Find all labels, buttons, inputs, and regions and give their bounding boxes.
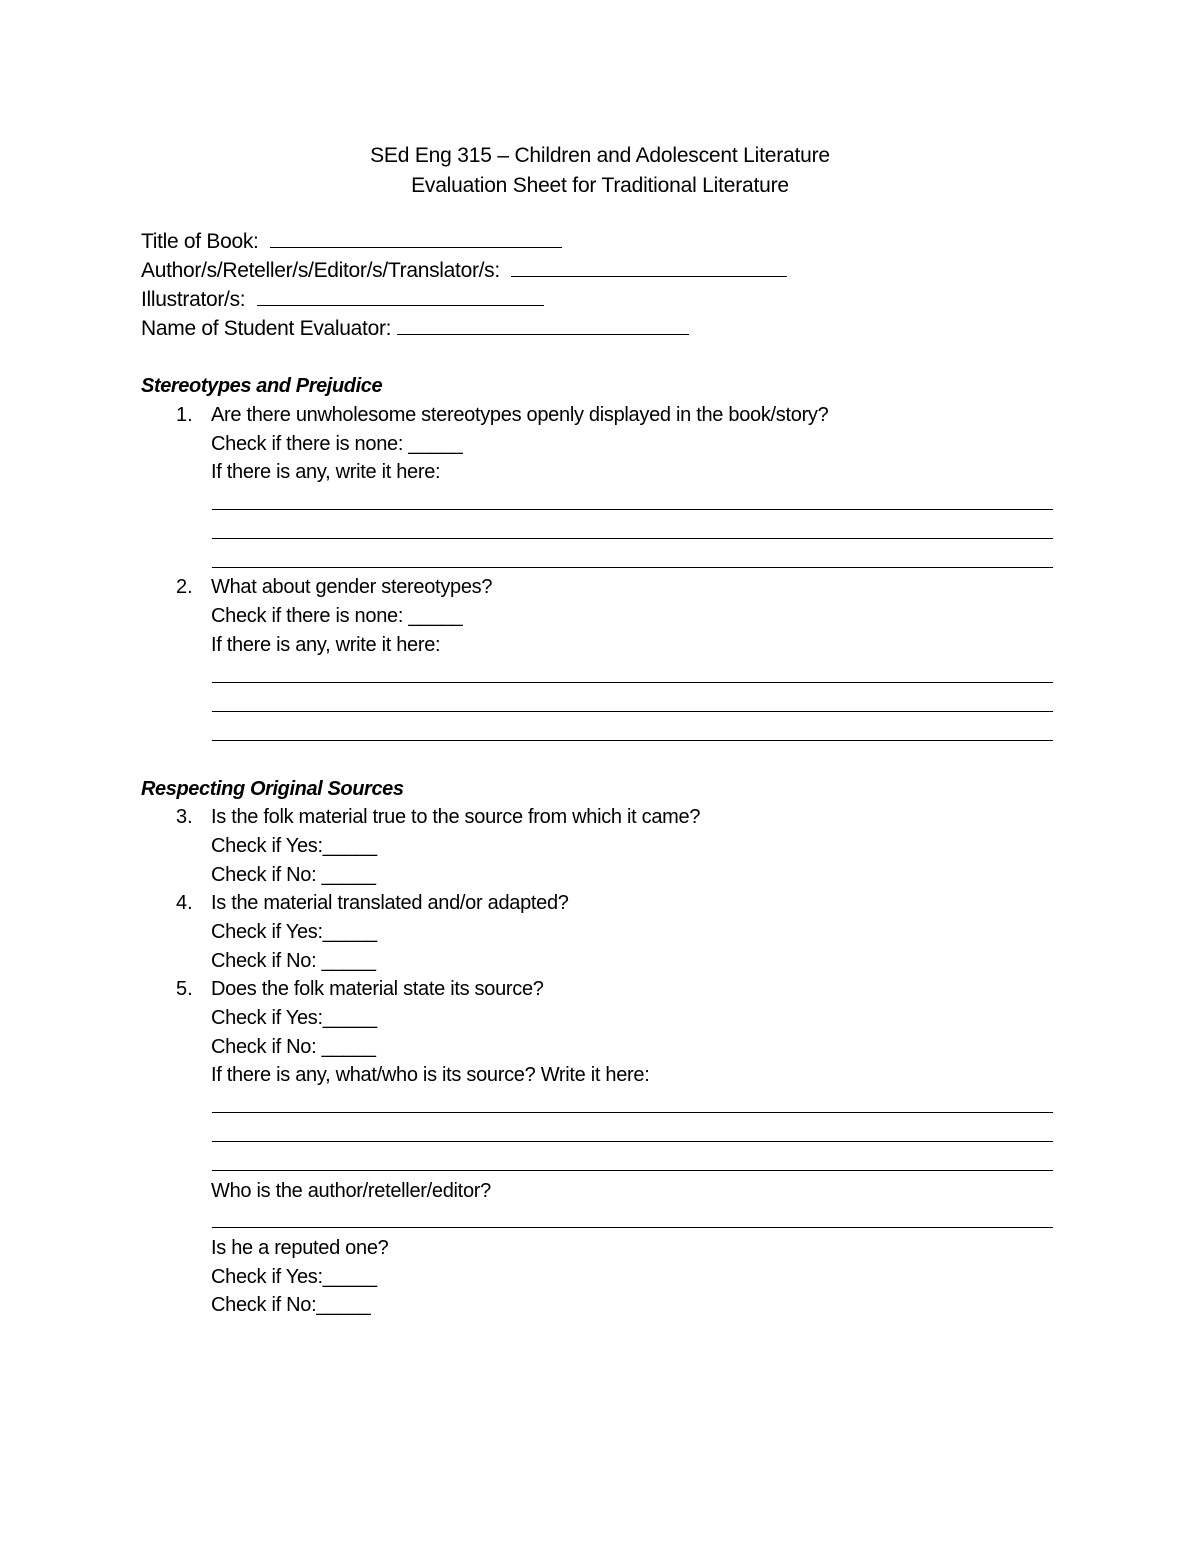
q3-check-no[interactable]: Check if No: _____ bbox=[211, 864, 376, 886]
title-of-book-label: Title of Book: bbox=[141, 230, 259, 253]
q4-check-no[interactable]: Check if No: _____ bbox=[211, 950, 376, 972]
student-evaluator-field[interactable] bbox=[141, 318, 689, 339]
q1-number: 1. bbox=[176, 404, 193, 426]
illustrator-field[interactable] bbox=[141, 289, 544, 310]
q2-write-here: If there is any, write it here: bbox=[211, 634, 441, 656]
q4-number: 4. bbox=[176, 892, 193, 914]
q4-check-yes[interactable]: Check if Yes:_____ bbox=[211, 921, 377, 943]
student-evaluator-blank[interactable] bbox=[397, 319, 689, 335]
q5-source-prompt: If there is any, what/who is its source? Write it here: bbox=[211, 1064, 650, 1086]
q5-author-prompt: Who is the author/reteller/editor? bbox=[211, 1180, 491, 1202]
title-of-book-field[interactable] bbox=[141, 231, 562, 252]
q5-text: Does the folk material state its source? bbox=[211, 978, 544, 1000]
course-title: SEd Eng 315 – Children and Adolescent Literature bbox=[370, 144, 830, 167]
q1-check-none[interactable]: Check if there is none: _____ bbox=[211, 433, 463, 455]
q1-answer-line[interactable] bbox=[212, 538, 1053, 539]
q5-source-answer-line[interactable] bbox=[212, 1112, 1053, 1113]
q5-reputed-prompt: Is he a reputed one? bbox=[211, 1237, 389, 1259]
q5-reputed-check-yes[interactable]: Check if Yes:_____ bbox=[211, 1266, 377, 1288]
q3-text: Is the folk material true to the source from which it came? bbox=[211, 806, 701, 828]
q4-text: Is the material translated and/or adapted? bbox=[211, 892, 569, 914]
q2-answer-line[interactable] bbox=[212, 682, 1053, 683]
q2-answer-line[interactable] bbox=[212, 711, 1053, 712]
section-stereotypes-heading: Stereotypes and Prejudice bbox=[141, 375, 383, 397]
q5-source-answer-line[interactable] bbox=[212, 1170, 1053, 1171]
q2-answer-line[interactable] bbox=[212, 740, 1053, 741]
illustrator-label: Illustrator/s: bbox=[141, 288, 246, 311]
author-label: Author/s/Reteller/s/Editor/s/Translator/s: bbox=[141, 259, 500, 282]
q1-answer-line[interactable] bbox=[212, 567, 1053, 568]
q5-check-yes[interactable]: Check if Yes:_____ bbox=[211, 1007, 377, 1029]
q2-number: 2. bbox=[176, 576, 193, 598]
illustrator-blank[interactable] bbox=[257, 290, 544, 306]
sheet-title: Evaluation Sheet for Traditional Literature bbox=[411, 174, 789, 197]
author-field[interactable] bbox=[141, 260, 787, 281]
section-sources-heading: Respecting Original Sources bbox=[141, 778, 404, 800]
q3-check-yes[interactable]: Check if Yes:_____ bbox=[211, 835, 377, 857]
q1-text: Are there unwholesome stereotypes openly displayed in the book/story? bbox=[211, 404, 829, 426]
q3-number: 3. bbox=[176, 806, 193, 828]
q2-text: What about gender stereotypes? bbox=[211, 576, 493, 598]
q1-answer-line[interactable] bbox=[212, 509, 1053, 510]
student-evaluator-label: Name of Student Evaluator: bbox=[141, 317, 392, 340]
title-of-book-blank[interactable] bbox=[270, 232, 562, 248]
q2-check-none[interactable]: Check if there is none: _____ bbox=[211, 605, 463, 627]
q5-reputed-check-no[interactable]: Check if No:_____ bbox=[211, 1294, 371, 1316]
author-blank[interactable] bbox=[511, 261, 787, 277]
q5-source-answer-line[interactable] bbox=[212, 1141, 1053, 1142]
q5-author-answer-line[interactable] bbox=[212, 1227, 1053, 1228]
q1-write-here: If there is any, write it here: bbox=[211, 461, 441, 483]
q5-check-no[interactable]: Check if No: _____ bbox=[211, 1036, 376, 1058]
q5-number: 5. bbox=[176, 978, 193, 1000]
